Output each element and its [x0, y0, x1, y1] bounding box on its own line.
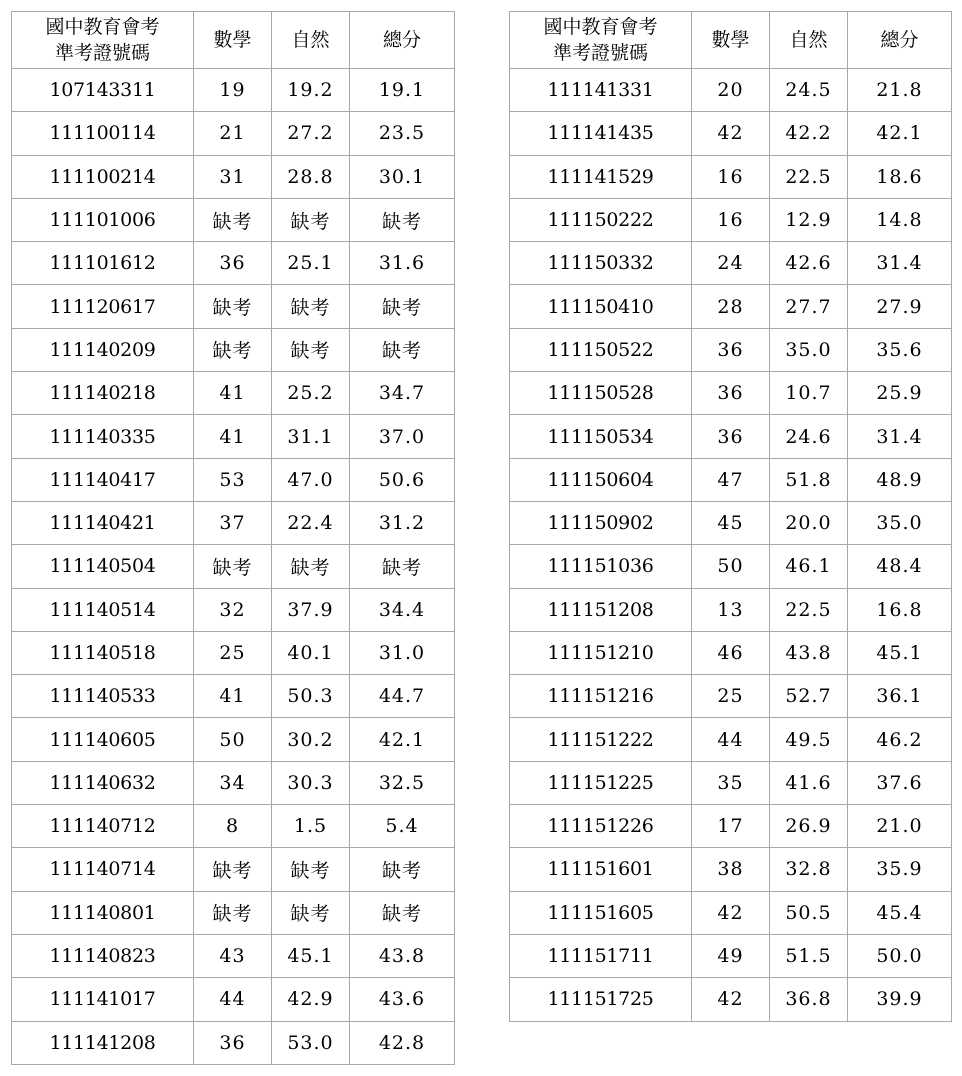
exam-id-cell: 111101006: [12, 198, 194, 241]
total-score-cell: 37.0: [350, 415, 455, 458]
table-row: [510, 198, 952, 241]
science-score-cell: 缺考: [272, 891, 350, 934]
table-row: [12, 415, 455, 458]
total-score-cell: 23.5: [350, 112, 455, 155]
science-score-cell: 缺考: [272, 198, 350, 241]
science-score-cell: 24.6: [770, 415, 848, 458]
total-score-cell: 缺考: [350, 891, 455, 934]
math-score-cell: 缺考: [194, 848, 272, 891]
table-row: [510, 891, 952, 934]
math-score-cell: 35: [692, 761, 770, 804]
total-score-cell: 31.4: [848, 415, 952, 458]
math-score-cell: 19: [194, 69, 272, 112]
table-row: [510, 458, 952, 501]
exam-id-cell: 111150902: [510, 501, 692, 544]
math-score-cell: 44: [692, 718, 770, 761]
science-score-cell: 26.9: [770, 805, 848, 848]
total-score-cell: 16.8: [848, 588, 952, 631]
table-row: [12, 718, 455, 761]
total-score-cell: 46.2: [848, 718, 952, 761]
total-score-cell: 31.0: [350, 631, 455, 674]
science-score-cell: 50.5: [770, 891, 848, 934]
science-score-cell: 51.5: [770, 934, 848, 977]
math-score-cell: 16: [692, 155, 770, 198]
total-score-cell: 18.6: [848, 155, 952, 198]
math-score-cell: 47: [692, 458, 770, 501]
total-score-cell: 37.6: [848, 761, 952, 804]
total-score-cell: 50.6: [350, 458, 455, 501]
math-score-cell: 17: [692, 805, 770, 848]
exam-id-cell: 111140533: [12, 675, 194, 718]
table-row: [12, 242, 455, 285]
table-row: [510, 675, 952, 718]
header-exam-id-line2: 準考證號碼: [552, 42, 648, 64]
science-score-cell: 缺考: [272, 328, 350, 371]
math-score-cell: 25: [194, 631, 272, 674]
exam-id-cell: 111140632: [12, 761, 194, 804]
total-score-cell: 42.8: [350, 1021, 455, 1064]
table-row: [12, 501, 455, 544]
science-score-cell: 缺考: [272, 848, 350, 891]
total-score-cell: 31.2: [350, 501, 455, 544]
total-score-cell: 48.4: [848, 545, 952, 588]
science-score-cell: 12.9: [770, 198, 848, 241]
exam-id-cell: 111141529: [510, 155, 692, 198]
total-score-cell: 30.1: [350, 155, 455, 198]
math-score-cell: 28: [692, 285, 770, 328]
math-score-cell: 31: [194, 155, 272, 198]
table-row: [12, 805, 455, 848]
header-row: [12, 12, 455, 69]
science-score-cell: 32.8: [770, 848, 848, 891]
science-score-cell: 37.9: [272, 588, 350, 631]
exam-id-cell: 111100214: [12, 155, 194, 198]
total-score-cell: 42.1: [848, 112, 952, 155]
header-exam-id-line1: 國中教育會考: [543, 16, 658, 38]
science-score-cell: 22.5: [770, 588, 848, 631]
table-row: [12, 69, 455, 112]
table-row: [510, 805, 952, 848]
exam-id-cell: 111150332: [510, 242, 692, 285]
table-row: [510, 588, 952, 631]
science-score-cell: 36.8: [770, 978, 848, 1021]
table-row: [12, 891, 455, 934]
math-score-cell: 13: [692, 588, 770, 631]
table-row: [510, 415, 952, 458]
math-score-cell: 36: [692, 415, 770, 458]
header-exam-id-line1: 國中教育會考: [45, 16, 160, 38]
science-score-cell: 50.3: [272, 675, 350, 718]
total-score-cell: 50.0: [848, 934, 952, 977]
exam-id-cell: 111151711: [510, 934, 692, 977]
table-row: [510, 112, 952, 155]
math-score-cell: 50: [194, 718, 272, 761]
table-row: [510, 285, 952, 328]
science-score-cell: 53.0: [272, 1021, 350, 1064]
exam-id-cell: 111151605: [510, 891, 692, 934]
science-score-cell: 1.5: [272, 805, 350, 848]
math-score-cell: 50: [692, 545, 770, 588]
science-score-cell: 40.1: [272, 631, 350, 674]
total-score-cell: 31.4: [848, 242, 952, 285]
math-score-cell: 42: [692, 978, 770, 1021]
math-score-cell: 32: [194, 588, 272, 631]
science-score-cell: 27.7: [770, 285, 848, 328]
total-score-cell: 5.4: [350, 805, 455, 848]
exam-id-cell: 111151208: [510, 588, 692, 631]
math-score-cell: 8: [194, 805, 272, 848]
math-score-cell: 42: [692, 112, 770, 155]
table-row: [510, 761, 952, 804]
total-score-cell: 27.9: [848, 285, 952, 328]
header-math: 數學: [194, 12, 272, 69]
table-row: [12, 198, 455, 241]
total-score-cell: 缺考: [350, 285, 455, 328]
table-row: [12, 458, 455, 501]
science-score-cell: 25.2: [272, 372, 350, 415]
total-score-cell: 36.1: [848, 675, 952, 718]
exam-id-cell: 111140335: [12, 415, 194, 458]
table-row: [510, 978, 952, 1021]
table-row: [12, 328, 455, 371]
science-score-cell: 22.4: [272, 501, 350, 544]
math-score-cell: 53: [194, 458, 272, 501]
exam-id-cell: 111151225: [510, 761, 692, 804]
total-score-cell: 31.6: [350, 242, 455, 285]
exam-id-cell: 111141435: [510, 112, 692, 155]
math-score-cell: 缺考: [194, 545, 272, 588]
score-table-right: [509, 11, 952, 1022]
exam-id-cell: 111140823: [12, 934, 194, 977]
science-score-cell: 42.2: [770, 112, 848, 155]
table-row: [510, 372, 952, 415]
math-score-cell: 43: [194, 934, 272, 977]
header-total: 總分: [848, 12, 952, 69]
table-row: [12, 761, 455, 804]
exam-id-cell: 111150522: [510, 328, 692, 371]
header-science: 自然: [272, 12, 350, 69]
score-table-left: [11, 11, 455, 1065]
total-score-cell: 缺考: [350, 848, 455, 891]
header-total: 總分: [350, 12, 455, 69]
science-score-cell: 缺考: [272, 545, 350, 588]
science-score-cell: 20.0: [770, 501, 848, 544]
table-row: [12, 934, 455, 977]
exam-id-cell: 111100114: [12, 112, 194, 155]
math-score-cell: 44: [194, 978, 272, 1021]
header-exam-id: [12, 12, 194, 69]
total-score-cell: 21.8: [848, 69, 952, 112]
exam-id-cell: 111140417: [12, 458, 194, 501]
math-score-cell: 21: [194, 112, 272, 155]
science-score-cell: 49.5: [770, 718, 848, 761]
total-score-cell: 19.1: [350, 69, 455, 112]
exam-id-cell: 111151601: [510, 848, 692, 891]
header-exam-id: [510, 12, 692, 69]
total-score-cell: 34.7: [350, 372, 455, 415]
exam-id-cell: 111140514: [12, 588, 194, 631]
table-row: [510, 242, 952, 285]
math-score-cell: 36: [692, 372, 770, 415]
total-score-cell: 42.1: [350, 718, 455, 761]
exam-id-cell: 111151222: [510, 718, 692, 761]
exam-id-cell: 111150528: [510, 372, 692, 415]
table-row: [510, 69, 952, 112]
science-score-cell: 30.2: [272, 718, 350, 761]
science-score-cell: 43.8: [770, 631, 848, 674]
science-score-cell: 19.2: [272, 69, 350, 112]
science-score-cell: 41.6: [770, 761, 848, 804]
total-score-cell: 14.8: [848, 198, 952, 241]
science-score-cell: 24.5: [770, 69, 848, 112]
total-score-cell: 缺考: [350, 545, 455, 588]
total-score-cell: 43.6: [350, 978, 455, 1021]
table-row: [510, 934, 952, 977]
table-row: [510, 848, 952, 891]
total-score-cell: 35.9: [848, 848, 952, 891]
exam-id-cell: 111141017: [12, 978, 194, 1021]
math-score-cell: 24: [692, 242, 770, 285]
math-score-cell: 25: [692, 675, 770, 718]
table-row: [12, 978, 455, 1021]
science-score-cell: 42.6: [770, 242, 848, 285]
total-score-cell: 32.5: [350, 761, 455, 804]
exam-id-cell: 111151725: [510, 978, 692, 1021]
science-score-cell: 缺考: [272, 285, 350, 328]
table-row: [12, 631, 455, 674]
exam-id-cell: 111140504: [12, 545, 194, 588]
total-score-cell: 45.1: [848, 631, 952, 674]
math-score-cell: 缺考: [194, 891, 272, 934]
exam-id-cell: 111120617: [12, 285, 194, 328]
math-score-cell: 缺考: [194, 198, 272, 241]
math-score-cell: 41: [194, 675, 272, 718]
exam-id-cell: 111150534: [510, 415, 692, 458]
table-row: [510, 545, 952, 588]
science-score-cell: 30.3: [272, 761, 350, 804]
science-score-cell: 45.1: [272, 934, 350, 977]
science-score-cell: 27.2: [272, 112, 350, 155]
table-row: [510, 718, 952, 761]
table-row: [510, 328, 952, 371]
science-score-cell: 28.8: [272, 155, 350, 198]
math-score-cell: 36: [194, 242, 272, 285]
exam-id-cell: 107143311: [12, 69, 194, 112]
total-score-cell: 43.8: [350, 934, 455, 977]
science-score-cell: 52.7: [770, 675, 848, 718]
total-score-cell: 45.4: [848, 891, 952, 934]
exam-id-cell: 111140218: [12, 372, 194, 415]
math-score-cell: 49: [692, 934, 770, 977]
science-score-cell: 31.1: [272, 415, 350, 458]
exam-id-cell: 111141208: [12, 1021, 194, 1064]
math-score-cell: 46: [692, 631, 770, 674]
total-score-cell: 35.0: [848, 501, 952, 544]
math-score-cell: 38: [692, 848, 770, 891]
exam-id-cell: 111151210: [510, 631, 692, 674]
math-score-cell: 37: [194, 501, 272, 544]
exam-id-cell: 111140421: [12, 501, 194, 544]
total-score-cell: 44.7: [350, 675, 455, 718]
total-score-cell: 35.6: [848, 328, 952, 371]
total-score-cell: 21.0: [848, 805, 952, 848]
math-score-cell: 缺考: [194, 285, 272, 328]
science-score-cell: 25.1: [272, 242, 350, 285]
total-score-cell: 39.9: [848, 978, 952, 1021]
header-exam-id-line2: 準考證號碼: [54, 42, 150, 64]
exam-id-cell: 111140714: [12, 848, 194, 891]
table-row: [12, 155, 455, 198]
total-score-cell: 34.4: [350, 588, 455, 631]
table-row: [12, 848, 455, 891]
science-score-cell: 46.1: [770, 545, 848, 588]
exam-id-cell: 111140801: [12, 891, 194, 934]
table-row: [12, 112, 455, 155]
math-score-cell: 42: [692, 891, 770, 934]
science-score-cell: 35.0: [770, 328, 848, 371]
math-score-cell: 41: [194, 372, 272, 415]
exam-id-cell: 111140518: [12, 631, 194, 674]
math-score-cell: 16: [692, 198, 770, 241]
exam-id-cell: 111151216: [510, 675, 692, 718]
header-row: [510, 12, 952, 69]
exam-id-cell: 111140605: [12, 718, 194, 761]
table-row: [510, 631, 952, 674]
science-score-cell: 51.8: [770, 458, 848, 501]
math-score-cell: 36: [692, 328, 770, 371]
total-score-cell: 缺考: [350, 198, 455, 241]
table-row: [510, 501, 952, 544]
exam-id-cell: 111101612: [12, 242, 194, 285]
exam-id-cell: 111150222: [510, 198, 692, 241]
science-score-cell: 47.0: [272, 458, 350, 501]
total-score-cell: 48.9: [848, 458, 952, 501]
exam-id-cell: 111141331: [510, 69, 692, 112]
math-score-cell: 45: [692, 501, 770, 544]
exam-id-cell: 111151226: [510, 805, 692, 848]
math-score-cell: 36: [194, 1021, 272, 1064]
exam-id-cell: 111140712: [12, 805, 194, 848]
total-score-cell: 缺考: [350, 328, 455, 371]
table-row: [510, 155, 952, 198]
table-row: [12, 675, 455, 718]
science-score-cell: 42.9: [272, 978, 350, 1021]
table-row: [12, 588, 455, 631]
science-score-cell: 10.7: [770, 372, 848, 415]
exam-id-cell: 111151036: [510, 545, 692, 588]
math-score-cell: 34: [194, 761, 272, 804]
table-row: [12, 1021, 455, 1064]
table-row: [12, 285, 455, 328]
science-score-cell: 22.5: [770, 155, 848, 198]
header-science: 自然: [770, 12, 848, 69]
math-score-cell: 41: [194, 415, 272, 458]
exam-id-cell: 111150410: [510, 285, 692, 328]
table-row: [12, 372, 455, 415]
math-score-cell: 缺考: [194, 328, 272, 371]
table-row: [12, 545, 455, 588]
exam-id-cell: 111140209: [12, 328, 194, 371]
exam-id-cell: 111150604: [510, 458, 692, 501]
math-score-cell: 20: [692, 69, 770, 112]
total-score-cell: 25.9: [848, 372, 952, 415]
header-math: 數學: [692, 12, 770, 69]
